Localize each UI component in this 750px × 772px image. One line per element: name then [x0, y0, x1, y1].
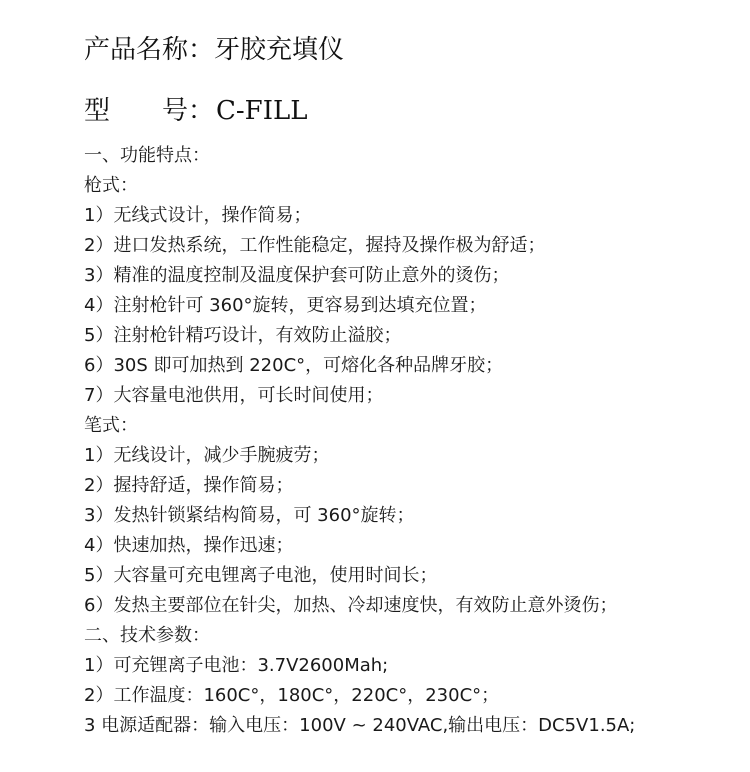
- product-name-value: 牙胶充填仪: [214, 35, 345, 65]
- product-model-heading: [84, 95, 308, 127]
- spec-line: 6）30S 即可加热到 220C°，可熔化各种品牌牙胶；: [84, 355, 504, 376]
- spec-line-section-params: 二、技术参数：: [84, 625, 210, 646]
- spec-line-gun-type: 枪式：: [84, 175, 138, 196]
- spec-line: 2）工作温度：160C°，180C°，220C°，230C°；: [84, 685, 500, 706]
- spec-line: 3）发热针锁紧结构简易，可 360°旋转；: [84, 505, 415, 526]
- spec-line: 5）注射枪针精巧设计，有效防止溢胶；: [84, 325, 402, 346]
- product-name-heading: [84, 34, 344, 66]
- model-label-char2: 号：: [162, 96, 215, 126]
- product-model-value: C-FILL: [216, 96, 308, 126]
- spec-line: 2）握持舒适，操作简易；: [84, 475, 294, 496]
- spec-line: 3）精准的温度控制及温度保护套可防止意外的烫伤；: [84, 265, 510, 286]
- spec-line: 1）可充锂离子电池：3.7V2600Mah;: [84, 655, 389, 676]
- spec-line: 1）无线设计，减少手腕疲劳；: [84, 445, 330, 466]
- spec-line-pen-type: 笔式：: [84, 415, 138, 436]
- spec-line-section-features: 一、功能特点：: [84, 145, 210, 166]
- spec-line: 4）注射枪针可 360°旋转，更容易到达填充位置；: [84, 295, 487, 316]
- spec-list: [84, 141, 744, 741]
- spec-line: 4）快速加热，操作迅速；: [84, 535, 294, 556]
- spec-line: 1）无线式设计，操作简易；: [84, 205, 312, 226]
- product-model-label: [84, 95, 216, 127]
- spec-line: 7）大容量电池供用，可长时间使用；: [84, 385, 384, 406]
- spec-line: 6）发热主要部位在针尖，加热、冷却速度快，有效防止意外烫伤；: [84, 595, 618, 616]
- spec-line: 5）大容量可充电锂离子电池，使用时间长；: [84, 565, 438, 586]
- product-name-label: 产品名称：: [84, 35, 215, 65]
- spec-line: 2）进口发热系统，工作性能稳定，握持及操作极为舒适；: [84, 235, 546, 256]
- model-label-char1: 型: [84, 96, 111, 126]
- spec-line: 3 电源适配器：输入电压：100V ~ 240VAC,输出电压：DC5V1.5A;: [84, 715, 636, 736]
